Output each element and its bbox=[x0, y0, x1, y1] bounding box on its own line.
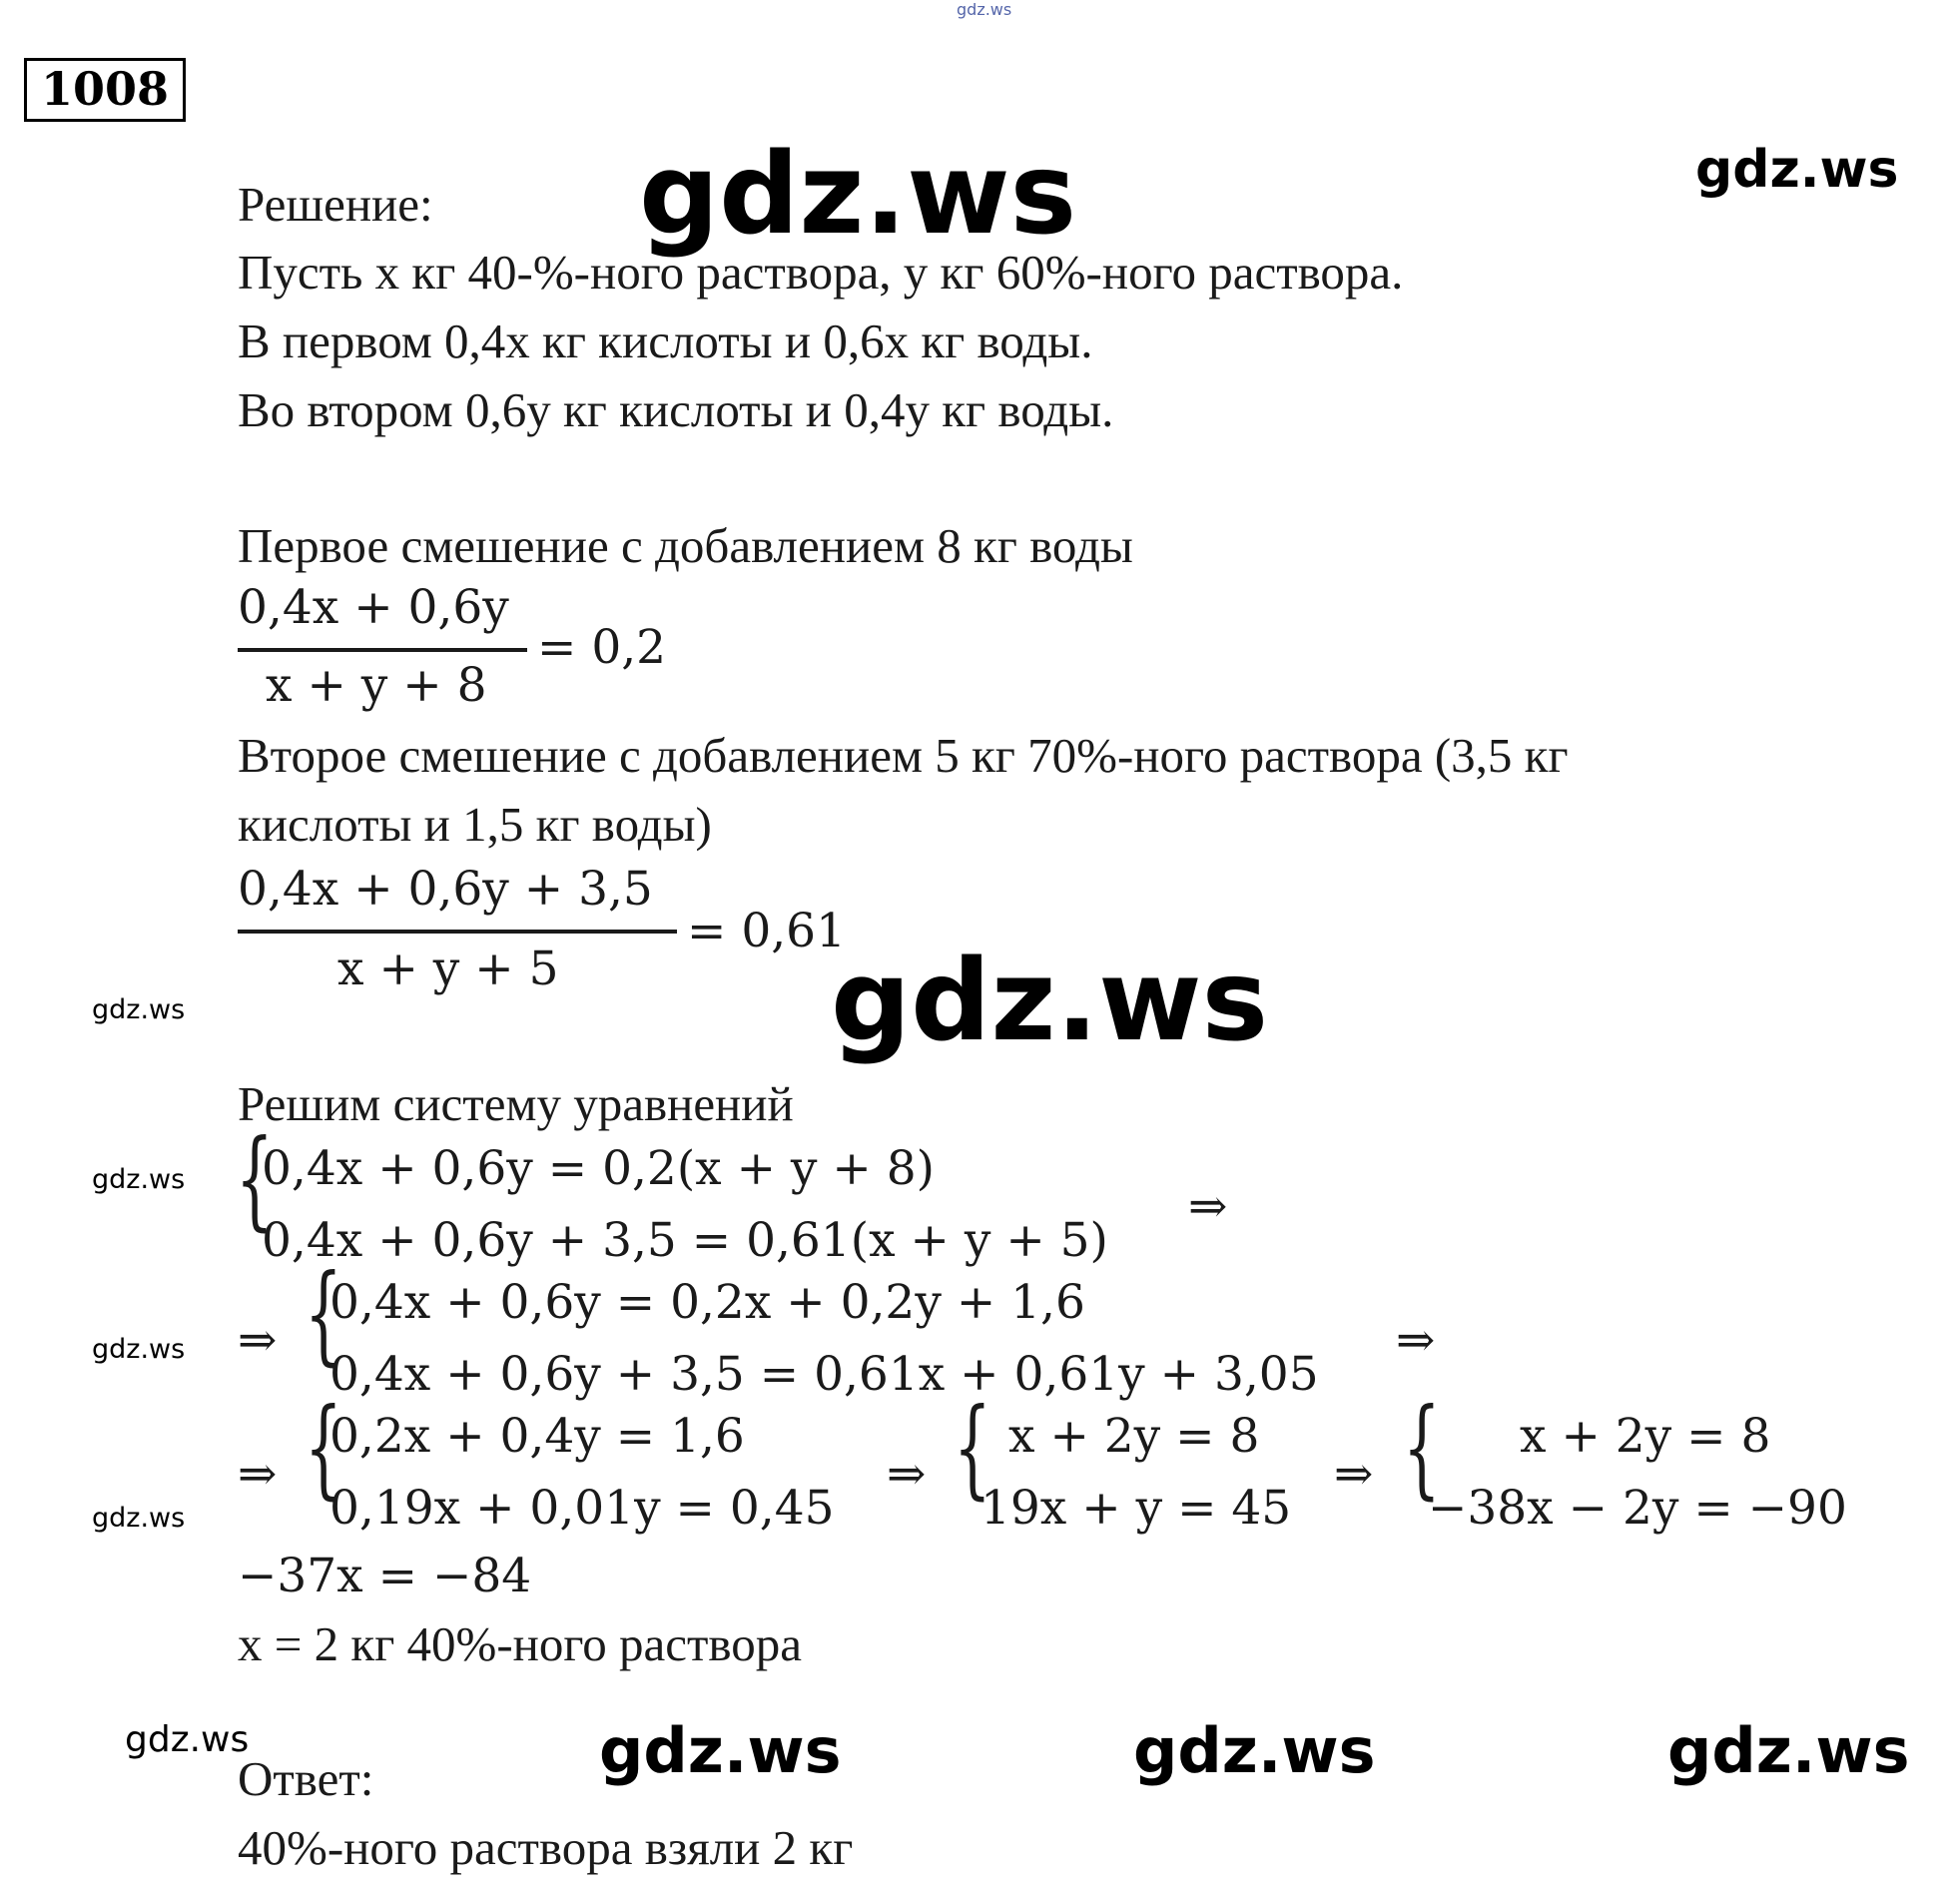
watermark-bottom-left-small: gdz.ws bbox=[125, 1719, 250, 1760]
watermark-left-4: gdz.ws bbox=[92, 1503, 186, 1534]
first-fraction-rhs: = 0,2 bbox=[537, 620, 667, 675]
result-line-1: −37x = −84 bbox=[238, 1549, 532, 1603]
watermark-top-tiny: gdz.ws bbox=[957, 0, 1012, 19]
intro-line-2: В первом 0,4x кг кислоты и 0,6x кг воды. bbox=[238, 314, 1093, 368]
watermark-large-top: gdz.ws bbox=[639, 130, 1077, 260]
system1-arrow: ⇒ bbox=[1188, 1179, 1228, 1234]
problem-number-box: 1008 bbox=[24, 58, 186, 122]
answer-heading: Ответ: bbox=[238, 1751, 374, 1806]
first-fraction bbox=[238, 579, 737, 719]
system3-lead-arrow: ⇒ bbox=[238, 1447, 278, 1502]
watermark-large-middle: gdz.ws bbox=[831, 937, 1269, 1066]
system1-brace: { bbox=[236, 1117, 274, 1242]
intro-line-1: Пусть x кг 40-%-ного раствора, y кг 60%-ного раствора. bbox=[238, 245, 1404, 300]
system3-arrow-1: ⇒ bbox=[887, 1447, 927, 1502]
system2-eq1: 0,4x + 0,6y = 0,2x + 0,2y + 1,6 bbox=[329, 1275, 1085, 1330]
system3a-brace: { bbox=[305, 1386, 342, 1511]
second-fraction bbox=[238, 861, 937, 1000]
first-fraction-bar bbox=[238, 648, 527, 652]
result-line-2: x = 2 кг 40%-ного раствора bbox=[238, 1616, 802, 1671]
system3c-brace: { bbox=[1403, 1386, 1441, 1511]
second-mix-title-line2: кислоты и 1,5 кг воды) bbox=[238, 797, 712, 852]
system3c-eq1: x + 2y = 8 bbox=[1520, 1409, 1771, 1464]
system3b-eq1: x + 2y = 8 bbox=[1008, 1409, 1260, 1464]
system2-eq2: 0,4x + 0,6y + 3,5 = 0,61x + 0,61y + 3,05 bbox=[329, 1347, 1319, 1402]
watermark-left-3: gdz.ws bbox=[92, 1334, 186, 1365]
second-fraction-bar bbox=[238, 930, 677, 934]
watermark-top-right: gdz.ws bbox=[1695, 140, 1899, 200]
system3-arrow-2: ⇒ bbox=[1334, 1447, 1374, 1502]
system2-lead-arrow: ⇒ bbox=[238, 1313, 278, 1368]
system1-eq2: 0,4x + 0,6y + 3,5 = 0,61(x + y + 5) bbox=[262, 1213, 1108, 1268]
system2-brace: { bbox=[305, 1252, 342, 1377]
watermark-left-2: gdz.ws bbox=[92, 1164, 186, 1195]
second-fraction-denominator: x + y + 5 bbox=[337, 942, 559, 996]
watermark-bottom-2: gdz.ws bbox=[1133, 1714, 1376, 1787]
system3c-eq2: −38x − 2y = −90 bbox=[1428, 1481, 1847, 1536]
system-title: Решим систему уравнений bbox=[238, 1076, 794, 1131]
watermark-bottom-1: gdz.ws bbox=[599, 1714, 842, 1787]
system3a-eq2: 0,19x + 0,01y = 0,45 bbox=[329, 1481, 835, 1536]
system1-eq1: 0,4x + 0,6y = 0,2(x + y + 8) bbox=[262, 1141, 935, 1196]
first-mix-title: Первое смешение с добавлением 8 кг воды bbox=[238, 518, 1133, 573]
system3b-brace: { bbox=[954, 1386, 991, 1511]
first-fraction-numerator: 0,4x + 0,6y bbox=[238, 580, 509, 635]
watermark-left-1: gdz.ws bbox=[92, 994, 186, 1025]
watermark-bottom-3: gdz.ws bbox=[1667, 1714, 1910, 1787]
second-fraction-rhs: = 0,61 bbox=[687, 904, 846, 958]
system3b-eq2: 19x + y = 45 bbox=[980, 1481, 1292, 1536]
solution-heading: Решение: bbox=[238, 177, 433, 232]
answer-text: 40%-ного раствора взяли 2 кг bbox=[238, 1820, 854, 1875]
system2-arrow: ⇒ bbox=[1396, 1313, 1436, 1368]
second-mix-title-line1: Второе смешение с добавлением 5 кг 70%-ного раствора (3,5 кг bbox=[238, 728, 1569, 783]
intro-line-3: Во втором 0,6y кг кислоты и 0,4y кг воды. bbox=[238, 382, 1114, 437]
first-fraction-denominator: x + y + 8 bbox=[266, 658, 487, 713]
second-fraction-numerator: 0,4x + 0,6y + 3,5 bbox=[238, 862, 653, 917]
system3a-eq1: 0,2x + 0,4y = 1,6 bbox=[329, 1409, 745, 1464]
